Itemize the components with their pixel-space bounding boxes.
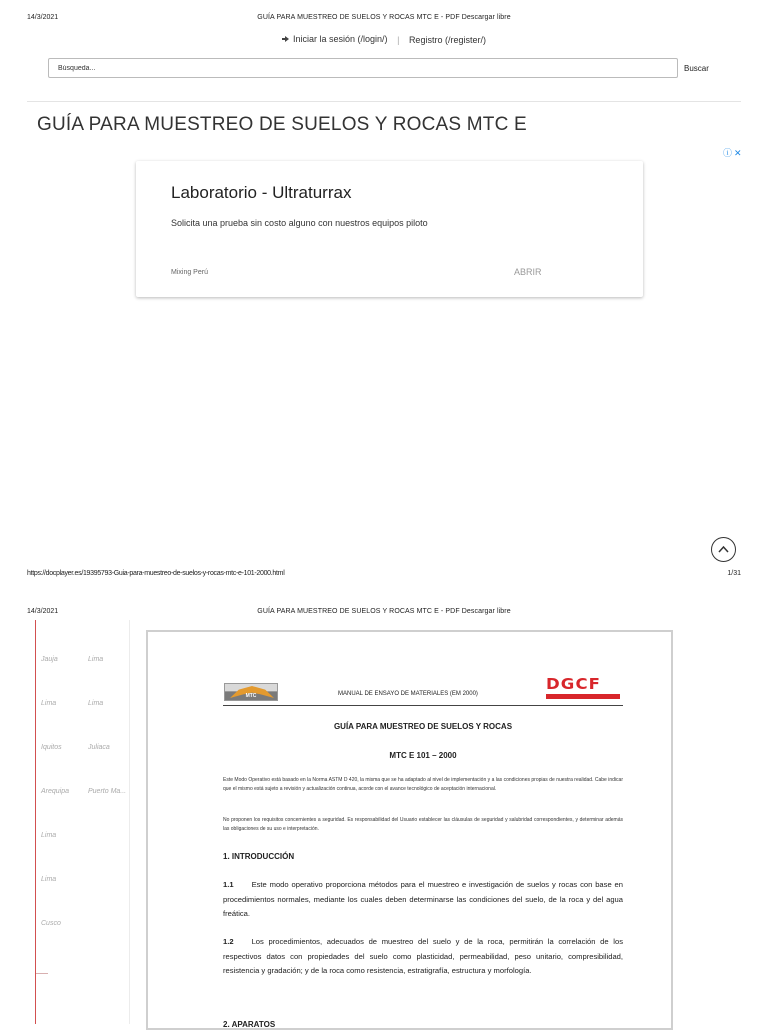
ad-headline[interactable]: Laboratorio - Ultraturrax [171,183,352,202]
section-heading: 1. INTRODUCCIÓN [223,852,295,861]
print-title: GUÍA PARA MUESTREO DE SUELOS Y ROCAS MTC E - PDF Descargar libre [257,14,511,21]
mtc-logo-text: MTC [245,693,257,699]
login-label: Iniciar la sesión (/login/) [293,34,388,44]
sidebar-row[interactable] [41,656,136,663]
sidebar-row[interactable] [41,700,136,707]
paragraph-text: Este modo operativo proporciona métodos para el muestreo e investigación de suelos y rocas con base en procedimientos normales, mediante los cuales deben determinarse las condiciones del suelo, de la roca y del agua freática. [223,880,623,919]
header-rule [223,705,623,706]
manual-header: MANUAL DE ENSAYO DE MATERIALES (EM 2000) [338,691,478,697]
scroll-top-button[interactable] [711,537,736,562]
print-url: https://docplayer.es/19395793-Guia-para-muestreo-de-suelos-y-rocas-mtc-e-101-2000.html [27,570,285,577]
sidebar-cell: Lima [88,700,104,707]
print-title: GUÍA PARA MUESTREO DE SUELOS Y ROCAS MTC E - PDF Descargar libre [257,608,511,615]
print-page-number: 1/31 [727,570,741,577]
sidebar-cell: Puerto Ma... [88,788,127,795]
sidebar-divider [36,973,48,974]
document-heading: GUÍA PARA MUESTREO DE SUELOS Y ROCAS [333,722,513,731]
sidebar-row[interactable] [41,788,136,795]
chevron-up-icon [718,545,729,553]
paragraph [223,935,623,979]
search-button[interactable]: Buscar [684,58,709,78]
ad-description: Solicita una prueba sin costo alguno con nuestros equipos piloto [171,218,428,228]
login-link[interactable] [282,34,388,44]
sidebar-cell: Lima [41,832,57,839]
sidebar-row[interactable] [41,876,136,883]
sidebar-cell: Lima [41,700,57,707]
divider [27,101,741,102]
sidebar-cell: Cusco [41,920,61,927]
print-date: 14/3/2021 [27,608,59,615]
sidebar-cell: Iquitos [41,744,62,751]
intro-paragraph: Este Modo Operativo está basado en la Norma ASTM D 420, la misma que se ha adaptado al nivel de implementación y a las condiciones propias de nuestra realidad. Cabe indicar que el mismo está sujeto a revisión y actualización continua, acorde con el avance tecnológico de aceptación internacional. [223,777,623,792]
paragraph-number: 1.1 [223,880,234,889]
sidebar-cell: Jauja [41,656,58,663]
register-link[interactable]: Registro (/register/) [408,35,486,45]
print-header [0,14,768,28]
sidebar-row[interactable] [41,744,136,751]
adchoices-icon[interactable]: ⓘ✕ [723,148,744,158]
related-sidebar [35,620,130,1024]
ad-card[interactable] [136,161,643,297]
ad-open-button[interactable]: ABRIR [514,267,542,277]
auth-bar [0,34,768,45]
login-icon [282,35,290,43]
paragraph-text: Los procedimientos, adecuados de muestreo del suelo y de la roca, permitirán la correlación de los respectivos datos con propiedades del suelo como plasticidad, permeabilidad, peso unitario, compresibilidad, resistencia y gradación; y de la roca como resistencia, estratigrafía, estructura y morfología. [223,937,623,976]
mtc-logo [224,683,278,701]
document-page [146,630,673,1030]
sidebar-cell: Juliaca [88,744,110,751]
document-code: MTC E 101 – 2000 [389,751,457,760]
section-heading: 2. APARATOS [223,1020,276,1029]
print-date: 14/3/2021 [27,14,59,21]
paragraph [223,878,623,922]
paragraph-number: 1.2 [223,937,234,946]
search-input[interactable] [48,58,678,78]
sidebar-row[interactable] [41,832,136,839]
dgcf-logo-band [546,694,620,699]
dgcf-logo-text: DGCF [546,675,602,693]
sidebar-row[interactable] [41,920,136,927]
page-title: GUÍA PARA MUESTREO DE SUELOS Y ROCAS MTC E [37,114,527,135]
intro-paragraph: No proponen los requisitos concernientes a seguridad. Es responsabilidad del Usuario establecer las cláusulas de seguridad y salubridad correspondientes, y determinar además las obligaciones de su uso e interpretación. [223,817,623,832]
search-row [48,58,715,78]
sidebar-cell: Arequipa [41,788,70,795]
sidebar-cell: Lima [88,656,104,663]
sidebar-cell: Lima [41,876,57,883]
ad-advertiser: Mixing Perú [171,269,208,276]
dgcf-logo [546,677,620,702]
auth-separator: | [397,35,400,45]
